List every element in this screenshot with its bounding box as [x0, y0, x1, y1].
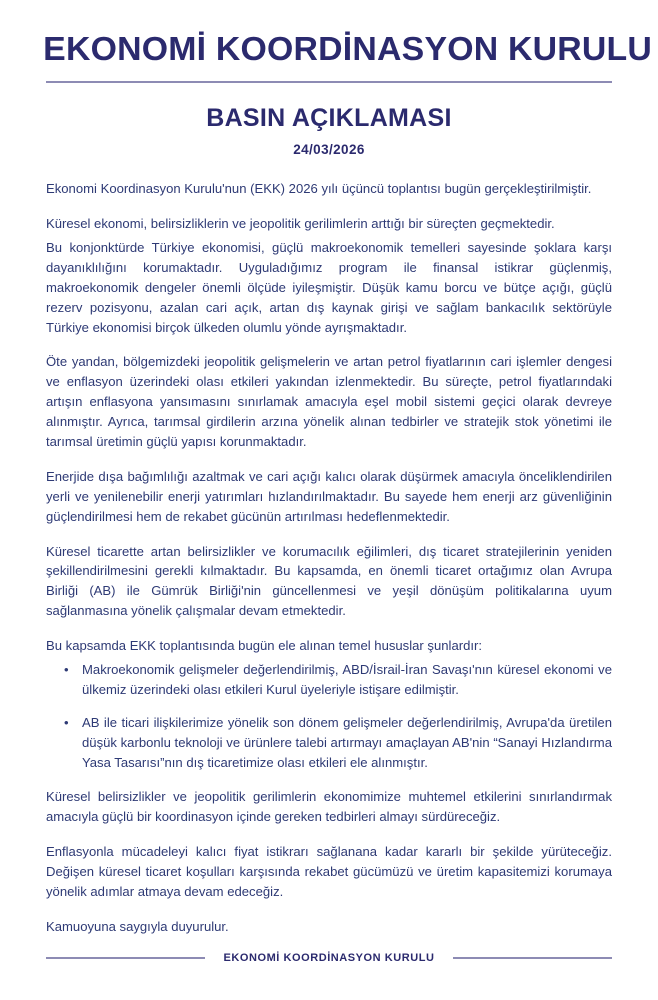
paragraph-4-trade-eu: Küresel ticarette artan belirsizlikler ve korumacılık eğilimleri, dış ticaret stratejilerinin yeniden şekillendirilmesini gerekli kılmaktadır. Bu kapsamda, en önemli ticaret ortağımız olan Avrupa Birliği (AB) ile Gümrük Birliği'nin güncellenmesi ve yeşil dönüşüm politikalarına uyum sağlanmasına yönelik çalışmalar devam etmektedir.	[46, 543, 612, 619]
document-header	[43, 0, 653, 83]
paragraph-6-inflation: Enflasyonla mücadeleyi kalıcı fiyat istikrarı sağlanana kadar kararlı bir şekilde yürüteceğiz. Değişen küresel ticaret koşulları karşısında rekabet gücümüzü ve üretim kapasitemizi korumaya yönelik adımlar atmaya devam edeceğiz.	[46, 844, 612, 899]
paragraph-3-energy: Enerjide dışa bağımlılığı azaltmak ve cari açığı kalıcı olarak düşürmek amacıyla önceliklendirilen yerli ve yenilenebilir enerji yatırımları hızlandırılmaktadır. Bu sayede hem enerji arz güvenliğinin güçlendirilmesi hem de rekabet gücünün artırılması hedeflenmektedir.	[46, 468, 612, 524]
document-footer	[46, 952, 612, 964]
closing-statement: Kamuoyuna saygıyla duyurulur.	[46, 918, 229, 934]
paragraph-5-coordination: Küresel belirsizlikler ve jeopolitik gerilimlerin ekonomimize muhtemel etkilerini sınırlandırmak amacıyla güçlü bir koordinasyon içinde gereken tedbirleri almayı sürdüreceğiz.	[46, 789, 612, 825]
bullet-marker-icon: •	[64, 714, 69, 730]
agenda-bullet-list	[46, 660, 612, 772]
footer-divider-right	[453, 957, 612, 958]
page-title: BASIN AÇIKLAMASI	[206, 103, 452, 132]
organization-title: EKONOMİ KOORDİNASYON KURULU	[43, 31, 653, 68]
publication-date: 24/03/2026	[293, 142, 365, 158]
paragraph-2-geopolitics-oil: Öte yandan, bölgemizdeki jeopolitik gelişmelerin ve artan petrol fiyatlarının cari işlemler dengesi ve enflasyon üzerindeki olası etkileri yakından izlenmektedir. Bu süreçte, petrol fiyatlarındaki artışın enflasyona yansımasını sınırlamak amacıyla eşel mobil sistemi geçici olarak devreye alınmıştır. Ayrıca, tarımsal girdilerin arzına yönelik alınan tedbirler ve stratejik stok yönetimi ile tarımsal üretimin güçlü yapısı korunmaktadır.	[46, 354, 612, 449]
intro-paragraph: Ekonomi Koordinasyon Kurulu'nun (EKK) 2026 yılı üçüncü toplantısı bugün gerçekleştirilmiştir.	[46, 181, 592, 197]
list-item	[64, 713, 612, 773]
paragraph-1-body: Bu konjonktürde Türkiye ekonomisi, güçlü makroekonomik temelleri sayesinde şoklara karşı dayanıklılığını korumaktadır. Uyguladığımız program ile finansal istikrar güçlenmiş, makroekonomik dengeler önemli ölçüde iyileşmiştir. Düşük kamu borcu ve bütçe açığı, güçlü rezerv pozisyonu, azalan cari açık, artan dış kaynak girişi ve sağlam bankacılık sektörüyle Türkiye ekonomisi birçok ülkeden olumlu yönde ayrışmaktadır.	[46, 239, 612, 335]
bullets-intro: Bu kapsamda EKK toplantısında bugün ele alınan temel hususlar şunlardır:	[46, 638, 483, 654]
footer-organization-title: EKONOMİ KOORDİNASYON KURULU	[223, 952, 435, 964]
paragraph-1-opening-line: Küresel ekonomi, belirsizliklerin ve jeopolitik gerilimlerin arttığı bir süreçten geçmektedir.	[46, 216, 555, 232]
bullet-marker-icon: •	[64, 661, 69, 677]
footer-divider-left	[46, 957, 205, 958]
document-body	[46, 179, 612, 1000]
list-item-text: Makroekonomik gelişmeler değerlendirilmiş, ABD/İsrail-İran Savaşı'nın küresel ekonomi ve ülkemiz üzerindeki olası etkileri Kurul üyeleriyle istişare edilmiştir.	[82, 661, 612, 697]
list-item-text: AB ile ticari ilişkilerimize yönelik son dönem gelişmeler değerlendirilmiş, Avrupa'da üretilen düşük karbonlu teknoloji ve ürünlere talebi artırmayı amaçlayan AB'nin “Sanayi Hızlandırma Yasa Tasarısı”nın dış ticaretimize olası etkileri ele alınmıştır.	[82, 714, 612, 770]
header-divider	[46, 81, 612, 83]
list-item	[64, 660, 612, 700]
